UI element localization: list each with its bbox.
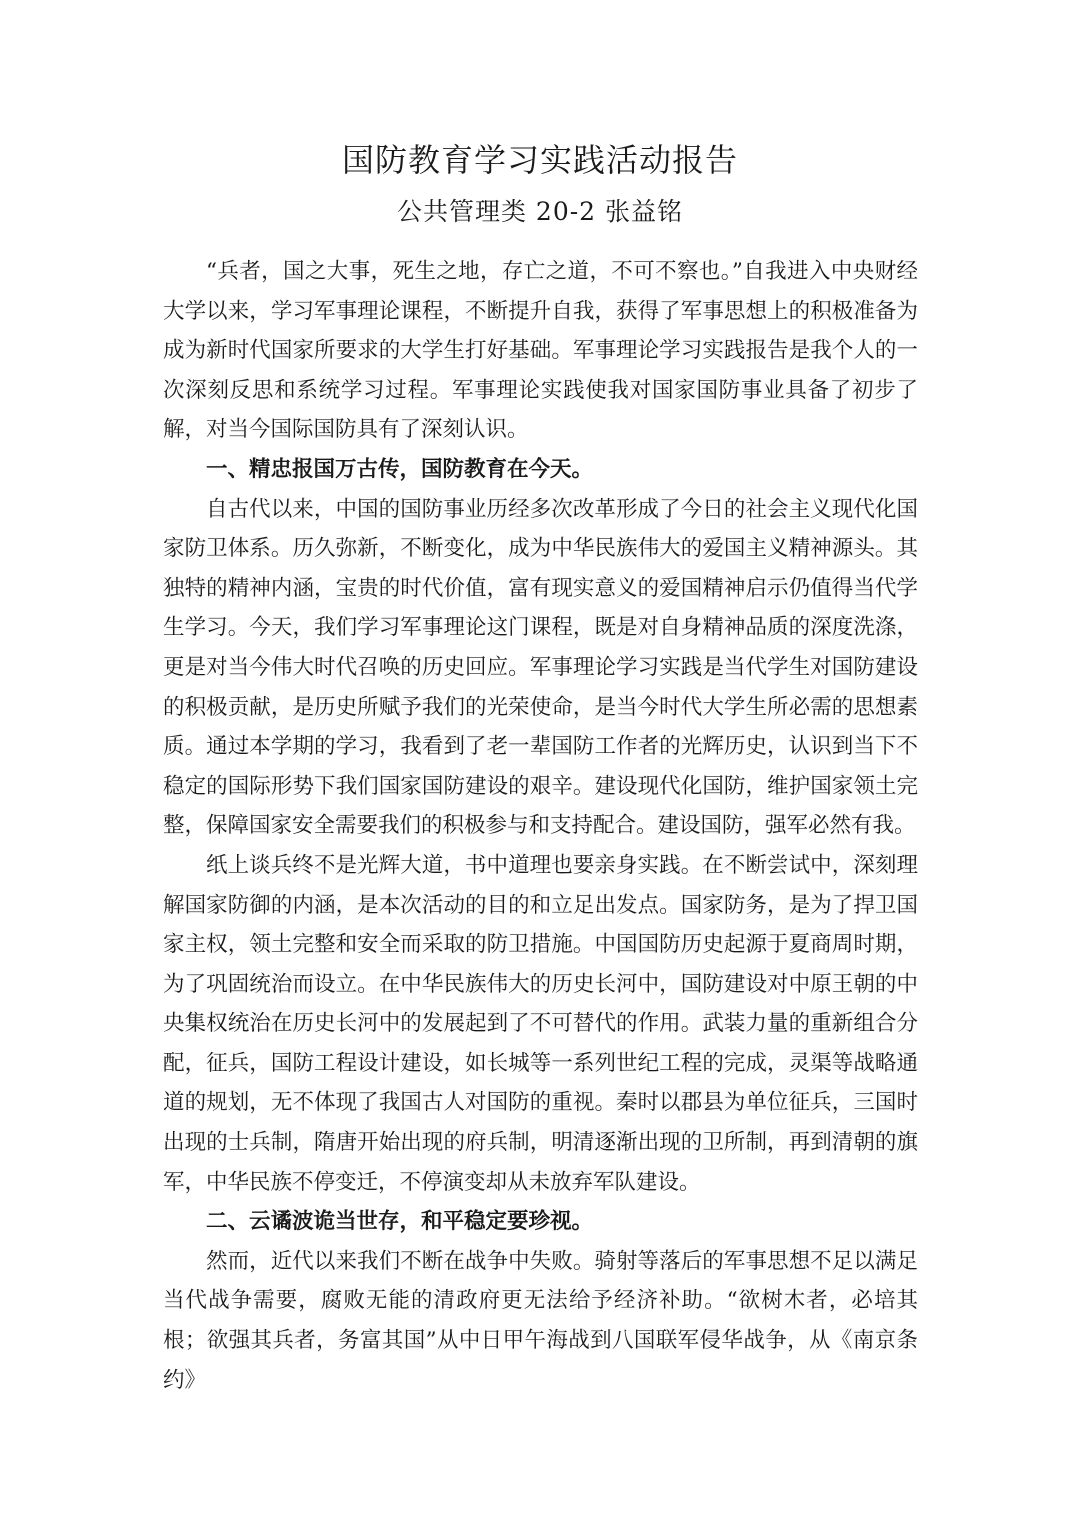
paragraph-section1-a: 自古代以来，中国的国防事业历经多次改革形成了今日的社会主义现代化国家防卫体系。历久弥新，不断变化，成为中华民族伟大的爱国主义精神源头。其独特的精神内涵，宝贵的时代价值，富有现实意义的爱国精神启示仍值得当代学生学习。今天，我们学习军事理论这门课程，既是对自身精神品质的深度洗涤，更是对当今伟大时代召唤的历史回应。军事理论学习实践是当代学生对国防建设的积极贡献，是历史所赋予我们的光荣使命，是当今时代大学生所必需的思想素质。通过本学期的学习，我看到了老一辈国防工作者的光辉历史，认识到当下不稳定的国际形势下我们国家国防建设的艰辛。建设现代化国防，维护国家领土完整，保障国家安全需要我们的积极参与和支持配合。建设国防，强军必然有我。 [163, 496, 918, 839]
document-body [163, 252, 918, 1400]
section-heading-2: 二、云谲波诡当世存，和平稳定要珍视。 [206, 1209, 594, 1235]
section-heading-1: 一、精忠报国万古传，国防教育在今天。 [206, 456, 594, 482]
document-author-line: 公共管理类 20-2 张益铭 [396, 197, 684, 226]
paragraph-section1-b: 纸上谈兵终不是光辉大道，书中道理也要亲身实践。在不断尝试中，深刻理解国家防御的内涵，是本次活动的目的和立足出发点。国家防务，是为了捍卫国家主权，领土完整和安全而采取的防卫措施。中国国防历史起源于夏商周时期，为了巩固统治而设立。在中华民族伟大的历史长河中，国防建设对中原王朝的中央集权统治在历史长河中的发展起到了不可替代的作用。武装力量的重新组合分配，征兵，国防工程设计建设，如长城等一系列世纪工程的完成，灵渠等战略通道的规划，无不体现了我国古人对国防的重视。秦时以郡县为单位征兵，三国时出现的士兵制，隋唐开始出现的府兵制，明清逐渐出现的卫所制，再到清朝的旗军，中华民族不停变迁，不停演变却从未放弃军队建设。 [163, 852, 918, 1195]
paragraph-intro: “兵者，国之大事，死生之地，存亡之道，不可不察也。”自我进入中央财经大学以来，学习军事理论课程，不断提升自我，获得了军事思想上的积极准备为成为新时代国家所要求的大学生打好基础。军事理论学习实践报告是我个人的一次深刻反思和系统学习过程。军事理论实践使我对国家国防事业具备了初步了解，对当今国际国防具有了深刻认识。 [163, 259, 918, 443]
document-title: 国防教育学习实践活动报告 [341, 141, 738, 179]
paragraph-section2-a: 然而，近代以来我们不断在战争中失败。骑射等落后的军事思想不足以满足当代战争需要，腐败无能的清政府更无法给予经济补助。“欲树木者，必培其根；欲强其兵者，务富其国”从中日甲午海战到八国联军侵华战争，从《南京条约》 [163, 1248, 918, 1393]
